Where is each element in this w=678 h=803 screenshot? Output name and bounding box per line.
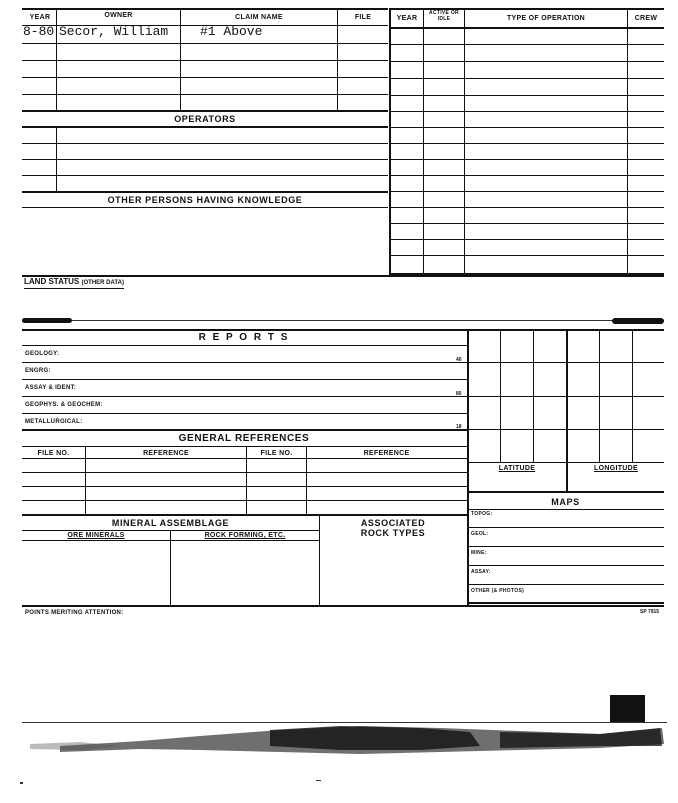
year2-header: YEAR — [396, 15, 418, 22]
land-status-label — [24, 277, 124, 289]
reports-title: R E P O R T S — [198, 332, 290, 343]
entry-owner: Secor, William — [59, 24, 169, 39]
entry-year: 8-80 — [23, 24, 55, 39]
file-header: FILE — [354, 14, 372, 21]
report-number-80: 80 — [456, 391, 462, 397]
report-geophys-label: GEOPHYS. & GEOCHEM: — [25, 402, 103, 408]
form-number: SP 7915 — [640, 609, 660, 615]
report-number-40: 40 — [456, 357, 462, 363]
rock-types-label: ROCK TYPES — [360, 528, 426, 538]
year-header: YEAR — [29, 14, 51, 21]
maps-other-label: OTHER (& PHOTOS) — [471, 588, 525, 594]
maps-title: MAPS — [551, 497, 580, 507]
scan-noise-dark2 — [500, 728, 662, 748]
operators-title: OPERATORS — [174, 114, 236, 124]
report-metallurgical-label: METALLURGICAL: — [25, 419, 83, 425]
owner-header: OWNER — [104, 12, 133, 19]
ink-mark-right — [612, 318, 664, 324]
type-of-operation-header: TYPE OF OPERATION — [506, 15, 586, 22]
maps-assay-label: ASSAY: — [471, 569, 491, 575]
land-status-text: LAND STATUS — [24, 277, 80, 286]
rock-forming-header: ROCK FORMING, ETC. — [204, 532, 286, 539]
entry-claim-name: #1 Above — [200, 24, 263, 39]
scan-dot-2 — [316, 780, 321, 781]
report-assay-label: ASSAY & IDENT: — [25, 385, 77, 391]
claim-name-header: CLAIM NAME — [235, 14, 283, 21]
scan-noise-band — [0, 716, 678, 768]
general-references-title: GENERAL REFERENCES — [178, 433, 310, 444]
scan-dot-1 — [20, 782, 23, 784]
report-number-18: 18 — [456, 424, 462, 430]
land-status-sub: (OTHER DATA) — [81, 280, 124, 286]
crew-header: CREW — [634, 15, 658, 22]
mineral-assemblage-title: MINERAL ASSEMBLAGE — [111, 518, 230, 528]
longitude-label: LONGITUDE — [594, 465, 638, 472]
ref-file-no-header: FILE NO. — [37, 450, 70, 457]
ref-reference-header: REFERENCE — [143, 450, 189, 457]
other-persons-title: OTHER PERSONS HAVING KNOWLEDGE — [107, 195, 303, 205]
report-geology-label: GEOLOGY: — [25, 351, 60, 357]
points-meriting-attention-label: POINTS MERITING ATTENTION: — [25, 610, 124, 616]
active-idle-header: ACTIVE OR IDLE — [429, 10, 459, 22]
maps-mine-label: MINE: — [471, 550, 487, 556]
maps-geol-label: GEOL: — [471, 531, 489, 537]
associated-label: ASSOCIATED — [360, 518, 426, 528]
maps-topog-label: TOPOG: — [471, 511, 493, 517]
divider-line — [22, 320, 664, 321]
ref-file-no2-header: FILE NO. — [260, 450, 293, 457]
latitude-label: LATITUDE — [498, 465, 536, 472]
ink-mark-left — [22, 318, 72, 323]
ore-minerals-header: ORE MINERALS — [67, 532, 125, 539]
report-engrg-label: ENGRG: — [25, 368, 51, 374]
ref-reference2-header: REFERENCE — [363, 450, 410, 457]
